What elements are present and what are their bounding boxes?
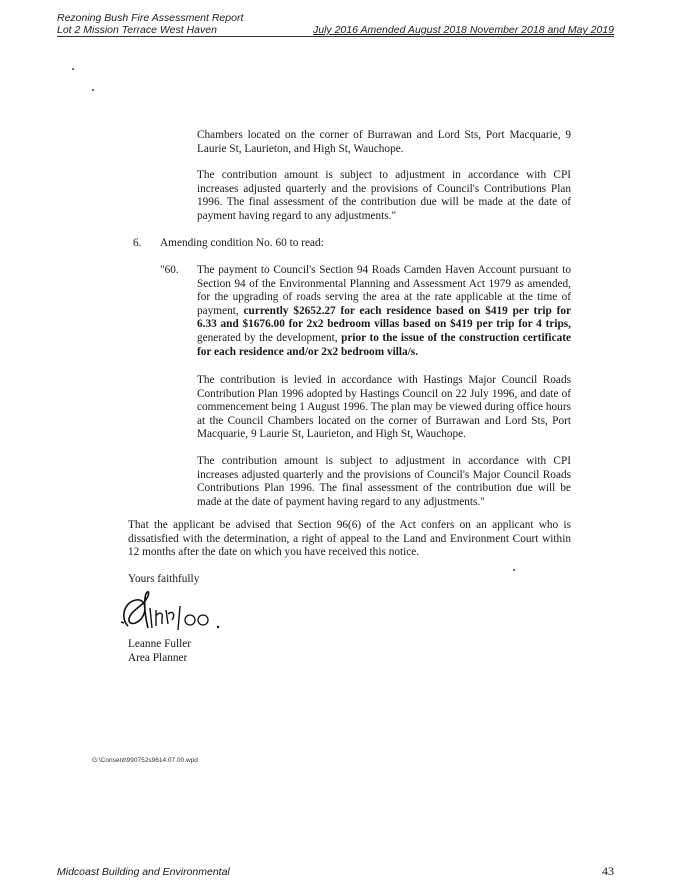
page-number: 43 [602, 864, 614, 878]
page-footer [57, 864, 614, 879]
paragraph-chambers: Chambers located on the corner of Burrawan and Lord Sts, Port Macquarie, 9 Laurie St, Laurieton, and High St, Wauchope. [197, 129, 571, 155]
file-reference: G:\Consent\990752s9614.07.00.wpd [92, 757, 198, 764]
paragraph-cpi-major-roads: The contribution amount is subject to adjustment in accordance with CPI increases adjusted quarterly and the provisions of Council's Major Council Roads Contributions Plan 1996. The final assessment of the contribution due will be made at the date of payment having regard to any adjustments." [197, 455, 571, 508]
header-row [57, 24, 614, 37]
scan-speck [72, 68, 74, 70]
handwritten-signature [118, 588, 248, 638]
page-header [57, 12, 614, 37]
paragraph-appeal: That the applicant be advised that Section 96(6) of the Act confers on an applicant who is dissatisfied with the determination, a right of appeal to the Land and Environment Court within 12 months after the date on which you have received this notice. [128, 519, 571, 559]
scan-speck [92, 89, 94, 91]
item-6-text: Amending condition No. 60 to read: [160, 237, 324, 249]
header-title: Rezoning Bush Fire Assessment Report [57, 12, 244, 24]
footer-company: Midcoast Building and Environmental [57, 866, 230, 878]
condition-60-text-b: generated by the development, [197, 331, 338, 344]
signatory-name: Leanne Fuller [128, 638, 192, 650]
condition-60-text-a: The payment to Council's Section 94 Roads Camden Haven Account pursuant to Section 94 of the Environmental Planning and Assessment Act 1979 as amended, for the upgrading of roads serving the area at the rate applicable at the time of payment, [197, 264, 571, 317]
item-number-6: 6. [133, 237, 142, 249]
header-subtitle: Lot 2 Mission Terrace West Haven [57, 24, 217, 36]
condition-number-60: "60. [160, 264, 179, 276]
condition-60-bold-timing: prior to the issue of the construction certificate for each residence and/or 2x2 bedroom villa/s. [197, 331, 572, 358]
condition-60-text [197, 264, 571, 359]
signatory-role: Area Planner [128, 652, 188, 664]
condition-60-bold-rate: currently $2652.27 for each residence based on $419 per trip for 6.33 and $1676.00 for 2x2 bedroom villas based on $419 per trip for 4 trips, [197, 304, 571, 331]
scan-speck [513, 569, 515, 571]
header-dates: July 2016 Amended August 2018 November 2018 and May 2019 [312, 24, 614, 36]
paragraph-levied: The contribution is levied in accordance with Hastings Major Council Roads Contribution Plan 1996 adopted by Hastings Council on 22 July 1996, and date of commencement being 1 August 1996. The plan may be viewed during office hours at the Council Chambers located on the corner of Burrawan and Lord Sts, Port Macquarie, 9 Laurie St, Laurieton, and High St, Wauchope. [197, 374, 571, 441]
salutation: Yours faithfully [128, 573, 200, 585]
paragraph-cpi-adjustment: The contribution amount is subject to adjustment in accordance with CPI increases adjusted quarterly and the provisions of Council's Contributions Plan 1996. The final assessment of the contribution due will be made at the date of payment having regard to any adjustments." [197, 169, 571, 222]
